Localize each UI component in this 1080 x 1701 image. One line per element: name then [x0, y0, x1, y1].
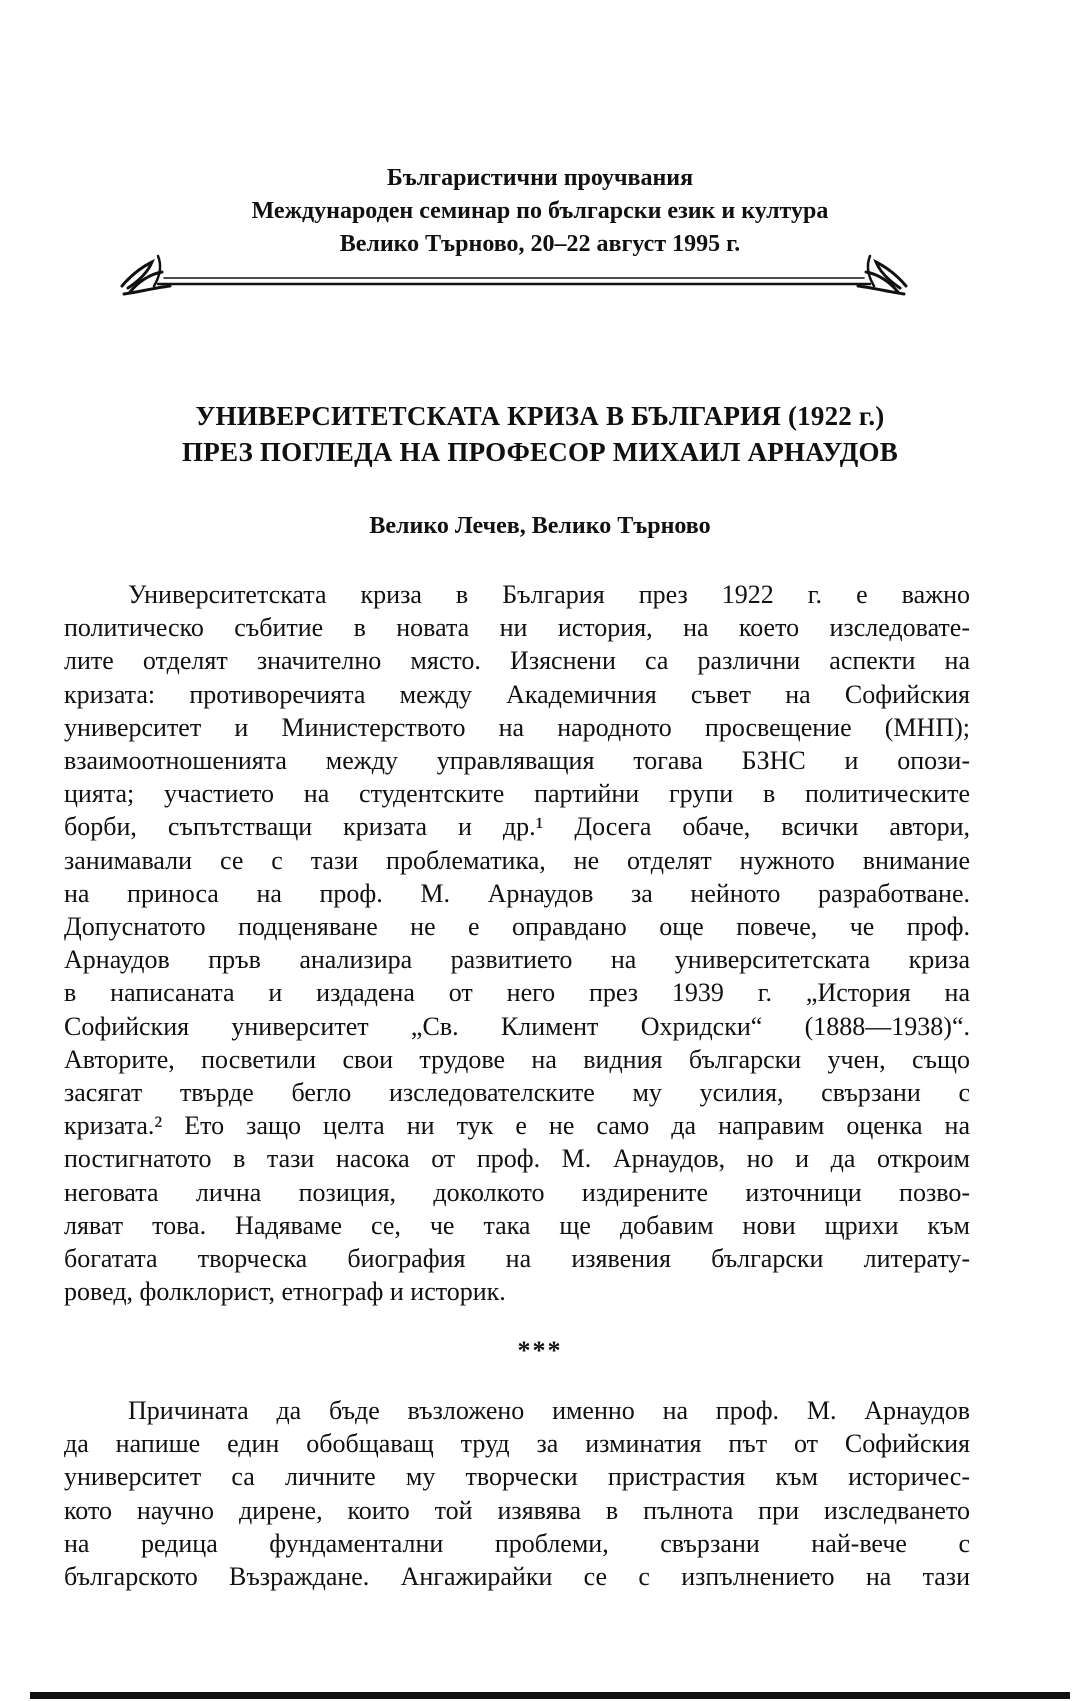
text-line: Авторите, посветили свои трудове на видния български учен, също: [64, 1044, 970, 1074]
page-bottom-rule: [30, 1692, 1070, 1699]
header-ornament-rule: [118, 252, 910, 298]
text-line: засягат твърде бегло изследователските му усилия, свързани с: [64, 1078, 970, 1108]
text-line: българското Възраждане. Ангажирайки се с изпълнението на тази: [64, 1562, 970, 1592]
text-line: Университетската криза в България през 1922 г. е важно: [128, 580, 970, 609]
text-line: университет и Министерството на народното просвещение (МНП);: [64, 712, 970, 742]
article-title-line-2: ПРЕЗ ПОГЛЕДА НА ПРОФЕСОР МИХАИЛ АРНАУДОВ: [182, 437, 898, 467]
text-line: занимавали се с тази проблематика, не отделят нужното внимание: [64, 845, 970, 875]
seminar-place-date: Велико Търново, 20–22 август 1995 г.: [339, 231, 741, 257]
text-line: Софийския университет „Св. Климент Охридски“ (1888—1938)“.: [64, 1011, 970, 1041]
text-line: Причината да бъде възложено именно на проф. М. Арнаудов: [128, 1396, 970, 1425]
text-line: кото научно дирене, които той изявява в пълнота при изследването: [64, 1495, 970, 1525]
article-title-line-1: УНИВЕРСИТЕТСКАТА КРИЗА В БЪЛГАРИЯ (1922 г.): [195, 401, 885, 431]
text-line: лите отделят значително място. Изяснени са различни аспекти на: [64, 646, 970, 676]
text-line: борби, съпътстващи кризата и др.¹ Досега обаче, всички автори,: [64, 812, 970, 842]
series-title: Българистични проучвания: [386, 165, 694, 191]
article-title: [0, 398, 1080, 470]
text-line: взаимоотношенията между управляващия тогава БЗНС и опози-: [64, 746, 970, 776]
text-line: кризата: противоречията между Академичния съвет на Софийския: [64, 679, 970, 709]
text-line: ляват това. Надяваме се, че така ще добавим нови щрихи към: [64, 1210, 970, 1240]
text-line: Допуснатото подценяване не е оправдано още повече, че проф.: [64, 912, 970, 942]
text-line: на приноса на проф. М. Арнаудов за нейното разработване.: [64, 878, 970, 908]
text-line: да напише един обобщаващ труд за изминатия път от Софийския: [64, 1429, 970, 1459]
seminar-name: Международен семинар по български език и култура: [251, 198, 829, 224]
text-line: цията; участието на студентските партийни групи в политическите: [64, 779, 970, 809]
text-line: постигнатото в тази насока от проф. М. Арнаудов, но и да откроим: [64, 1144, 970, 1174]
text-line: Арнаудов пръв анализира развитието на университетската криза: [64, 945, 970, 975]
paragraph-1: [64, 578, 970, 1308]
publication-header: [0, 162, 1080, 261]
section-separator: ***: [517, 1336, 563, 1365]
text-line: в написаната и издадена от него през 1939 г. „История на: [64, 978, 970, 1008]
author-byline: Велико Лечев, Велико Търново: [369, 513, 711, 539]
text-line: университет са личните му творчески пристрастия към историчес-: [64, 1462, 970, 1492]
text-line: кризата.² Ето защо целта ни тук е не само да направим оценка на: [64, 1111, 970, 1141]
text-line: неговата лична позиция, доколкото издирените източници позво-: [64, 1177, 970, 1207]
text-line: богатата творческа биография на изявения български литерату-: [64, 1244, 970, 1274]
text-line: политическо събитие в новата ни история, на което изследовате-: [64, 613, 970, 643]
text-line: на редица фундаментални проблеми, свързани най-вече с: [64, 1528, 970, 1558]
paragraph-2: [64, 1394, 970, 1593]
text-line: ровед, фолклорист, етнограф и историк.: [64, 1277, 506, 1307]
